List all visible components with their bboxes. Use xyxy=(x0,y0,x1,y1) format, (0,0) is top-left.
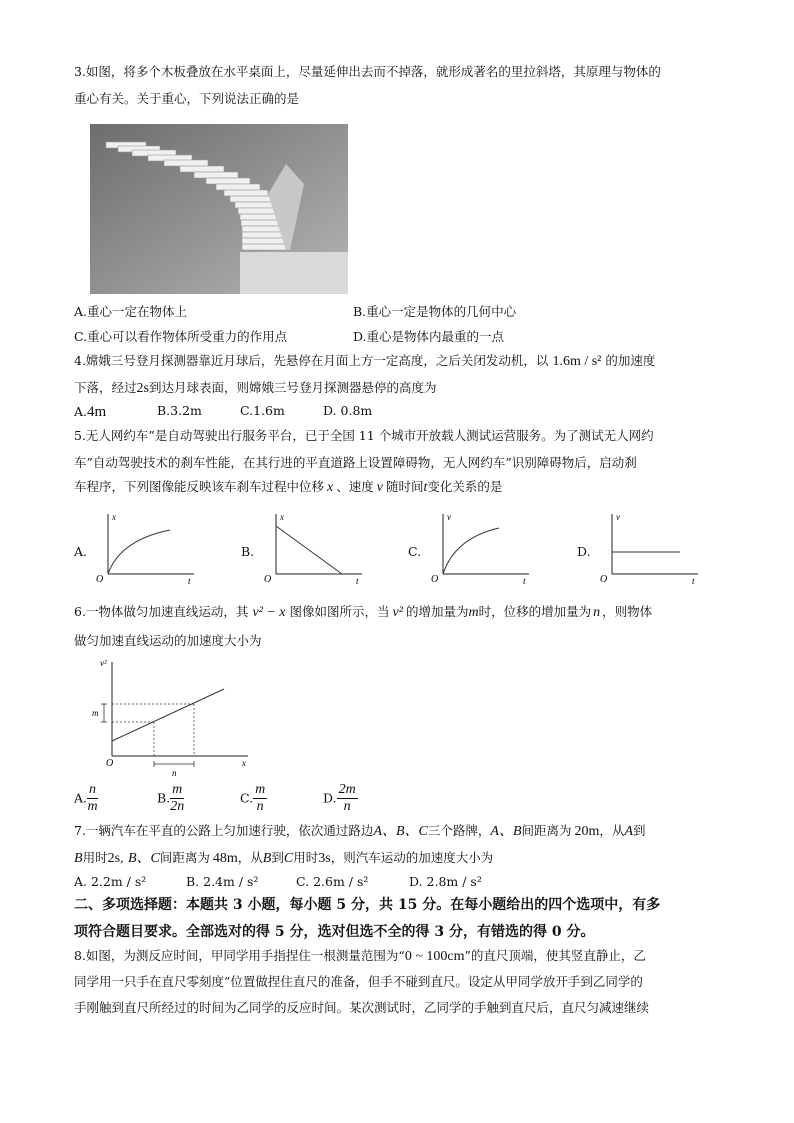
q7-b2: B xyxy=(262,851,272,866)
section-2-heading-line-2: 项符合题目要求。全部选对的得 5 分，选对但选不全的得 3 分，有错选的得 0 分。 xyxy=(74,924,595,940)
q6-text-1e: ，则物体 xyxy=(602,604,653,619)
q7-t2: 3s xyxy=(318,851,331,866)
q6-n: n xyxy=(593,605,601,620)
section-2-heading-line-1: 二、多项选择题：本题共 3 小题，每小题 5 分，共 15 分。在每小题给出的四个选项中，有多 xyxy=(74,897,661,913)
q7-text-2e: ，从 xyxy=(237,850,263,865)
q4-time: 2s xyxy=(136,381,149,396)
q6-option-b-label: B. xyxy=(157,790,171,806)
q7-option-a: A. 2.2m / s² xyxy=(74,874,147,889)
q7-text-1e: 到 xyxy=(633,823,646,838)
q7-text-2g: 用时 xyxy=(293,850,319,865)
q5-line-3 xyxy=(74,481,502,495)
q4-line-2 xyxy=(74,382,436,396)
q3-line-1: 3.如图，将多个木板叠放在水平桌面上，尽量延伸出去而不掉落，就形成著名的里拉斜塔，其原理与物体的 xyxy=(74,64,661,79)
q5-a-axis-x: x xyxy=(112,512,116,522)
q7-d2: 48m xyxy=(212,851,238,866)
q5-c-axis-v: v xyxy=(447,512,451,522)
q6-text-1d: 时，位移的增加量为 xyxy=(478,604,592,619)
q6-option-c-den: n xyxy=(256,799,264,814)
q6-option-d-label: D. xyxy=(323,790,337,806)
q7-text-2d: 间距离为 xyxy=(159,850,210,865)
q4-text-1a: 4.嫦娥三号登月探测器靠近月球后，先悬停在月面上方一定高度，之后关闭发动机，以 xyxy=(74,353,549,368)
q7-text-1a: 7.一辆汽车在平直的公路上匀加速行驶，依次通过路边 xyxy=(74,823,374,838)
q7-line-1 xyxy=(74,825,646,839)
q6-option-c-label: C. xyxy=(240,790,254,806)
q6-option-b-den: 2n xyxy=(170,799,185,814)
q7-option-c: C. 2.6m / s² xyxy=(296,874,369,889)
q7-text-2b: 用时 xyxy=(82,850,108,865)
q6-option-a-label: A. xyxy=(74,790,88,806)
q5-graph-b xyxy=(258,510,366,585)
q5-text-3a: 车程序，下列图像能反映该车刹车过程中位移 xyxy=(74,479,325,494)
q8-text-1b: ”的直尺顶端，使其竖直静止，乙 xyxy=(464,948,646,963)
q7-option-d: D. 2.8m / s² xyxy=(409,874,482,889)
q4-option-d: D. 0.8m xyxy=(323,403,373,418)
q5-option-b-label: B. xyxy=(241,544,255,559)
q6-axis-y: v² xyxy=(100,658,107,668)
q5-b-origin: O xyxy=(264,574,272,585)
q5-a-origin: O xyxy=(96,574,104,585)
q5-var-v: v xyxy=(376,480,383,495)
q6-m: m xyxy=(468,605,479,620)
q5-d-axis-v: v xyxy=(616,512,620,522)
q7-text-2c: , xyxy=(120,850,128,865)
q7-text-1d: ，从 xyxy=(599,823,625,838)
q5-line-1: 5.无人网约车”是自动驾驶出行服务平台，已于全国 11 个城市开放载人测试运营服务。为了测试无人网约 xyxy=(74,428,654,443)
q5-option-a-label: A. xyxy=(74,544,88,559)
q7-text-2f: 到 xyxy=(271,850,284,865)
q6-v2: v² xyxy=(392,605,403,620)
q5-a-axis-t: t xyxy=(188,576,191,585)
q6-option-b-fraction xyxy=(170,782,184,815)
q7-abc: A、B、C xyxy=(373,824,428,839)
q3-option-b: B.重心一定是物体的几何中心 xyxy=(353,304,517,319)
q5-b-axis-x: x xyxy=(280,512,284,522)
q5-text-3d: 变化关系的是 xyxy=(427,479,503,494)
q8-line-2: 同学用一只手在直尺零刻度”位置做捏住直尺的准备，但手不碰到直尺。设定从甲同学放开手到乙同学的 xyxy=(74,974,643,989)
q6-line-2: 做匀加速直线运动的加速度大小为 xyxy=(74,633,262,648)
q7-a: A xyxy=(624,824,633,839)
q8-line-1 xyxy=(74,950,646,964)
q4-text-2b: 到达月球表面，则嫦娥三号登月探测器悬停的高度为 xyxy=(148,380,437,395)
q6-option-a-fraction xyxy=(87,782,98,815)
q5-c-axis-t: t xyxy=(523,576,526,585)
q6-option-a xyxy=(74,782,98,815)
q5-graph-a xyxy=(90,510,198,585)
q5-text-3c: 随时间 xyxy=(385,479,424,494)
q6-option-d-fraction xyxy=(337,782,358,815)
q6-option-a-den: m xyxy=(87,799,98,814)
q4-text-2a: 下落，经过 xyxy=(74,380,137,395)
q4-line-1 xyxy=(74,355,655,369)
q5-b-axis-t: t xyxy=(356,576,359,585)
q7-c2: C xyxy=(283,851,294,866)
q3-option-c: C.重心可以看作物体所受重力的作用点 xyxy=(74,329,288,344)
q7-b: B xyxy=(74,851,83,866)
q6-graph xyxy=(86,654,256,778)
q6-origin: O xyxy=(106,758,114,769)
q8-range: 0 ~ 100cm xyxy=(404,949,465,964)
q6-option-c-fraction xyxy=(253,782,267,815)
q6-expr: v² − x xyxy=(252,605,286,620)
q5-line-2: 车”自动驾驶技术的刹车性能，在其行进的平直道路上设置障碍物，无人网约车”识别障碍物后，启动刹 xyxy=(74,455,637,470)
q5-var-t: t xyxy=(423,480,428,495)
q6-option-c xyxy=(240,782,267,815)
q5-graph-c xyxy=(425,510,533,585)
q3-line-2: 重心有关。关于重心，下列说法正确的是 xyxy=(74,91,300,106)
q7-d1: 20m xyxy=(574,824,600,839)
q4-option-a-value: 4m xyxy=(87,404,107,420)
q6-text-1a: 6.一物体做匀加速直线运动，其 xyxy=(74,604,249,619)
q5-c-origin: O xyxy=(431,574,439,585)
q6-line-1 xyxy=(74,606,652,620)
q7-line-2 xyxy=(74,852,493,866)
q5-d-axis-t: t xyxy=(692,576,695,585)
q6-option-d-num: 2m xyxy=(338,782,356,797)
leaning-tower-photo xyxy=(90,124,348,294)
q6-axis-x: x xyxy=(242,758,246,768)
q6-option-c-num: m xyxy=(255,782,266,797)
q5-d-origin: O xyxy=(600,574,608,585)
q7-text-1c: 间距离为 xyxy=(521,823,572,838)
q6-label-m: m xyxy=(92,708,99,718)
q4-option-b: B.3.2m xyxy=(157,403,202,418)
q4-option-a-label: A. xyxy=(74,404,88,419)
q3-option-a: A.重心一定在物体上 xyxy=(74,304,188,319)
q6-text-1b: 图像如图所示，当 xyxy=(289,604,390,619)
q5-text-3b: 、速度 xyxy=(336,479,374,494)
q7-text-2h: ，则汽车运动的加速度大小为 xyxy=(330,850,494,865)
q3-option-d: D.重心是物体内最重的一点 xyxy=(353,329,505,344)
q4-accel: 1.6m / s² xyxy=(552,354,602,369)
q5-var-x: x xyxy=(327,480,334,495)
q6-option-b xyxy=(157,782,184,815)
q4-text-1b: 的加速度 xyxy=(605,353,656,368)
q8-text-1a: 8.如图，为测反应时间，甲同学用手指捏住一根测量范围为“ xyxy=(74,948,405,963)
q6-option-d xyxy=(323,782,358,815)
q6-option-a-num: n xyxy=(89,782,97,797)
q4-option-a xyxy=(74,405,106,420)
q4-option-c: C.1.6m xyxy=(240,403,285,418)
q7-text-1b: 三个路牌， xyxy=(427,823,491,838)
q6-option-d-den: n xyxy=(343,799,351,814)
q6-text-1c: 的增加量为 xyxy=(405,604,469,619)
q6-option-b-num: m xyxy=(172,782,183,797)
q7-ab: A、B xyxy=(490,824,522,839)
q5-option-c-label: C. xyxy=(408,544,422,559)
q7-t1: 2s xyxy=(107,851,121,866)
q5-option-d-label: D. xyxy=(577,544,591,559)
q6-label-n: n xyxy=(172,768,177,778)
q7-option-b: B. 2.4m / s² xyxy=(186,874,259,889)
q7-bc: B、C xyxy=(127,851,160,866)
q5-graph-d xyxy=(594,510,702,585)
q8-line-3: 手刚触到直尺所经过的时间为乙同学的反应时间。某次测试时，乙同学的手触到直尺后，直尺匀减速继续 xyxy=(74,1000,650,1015)
